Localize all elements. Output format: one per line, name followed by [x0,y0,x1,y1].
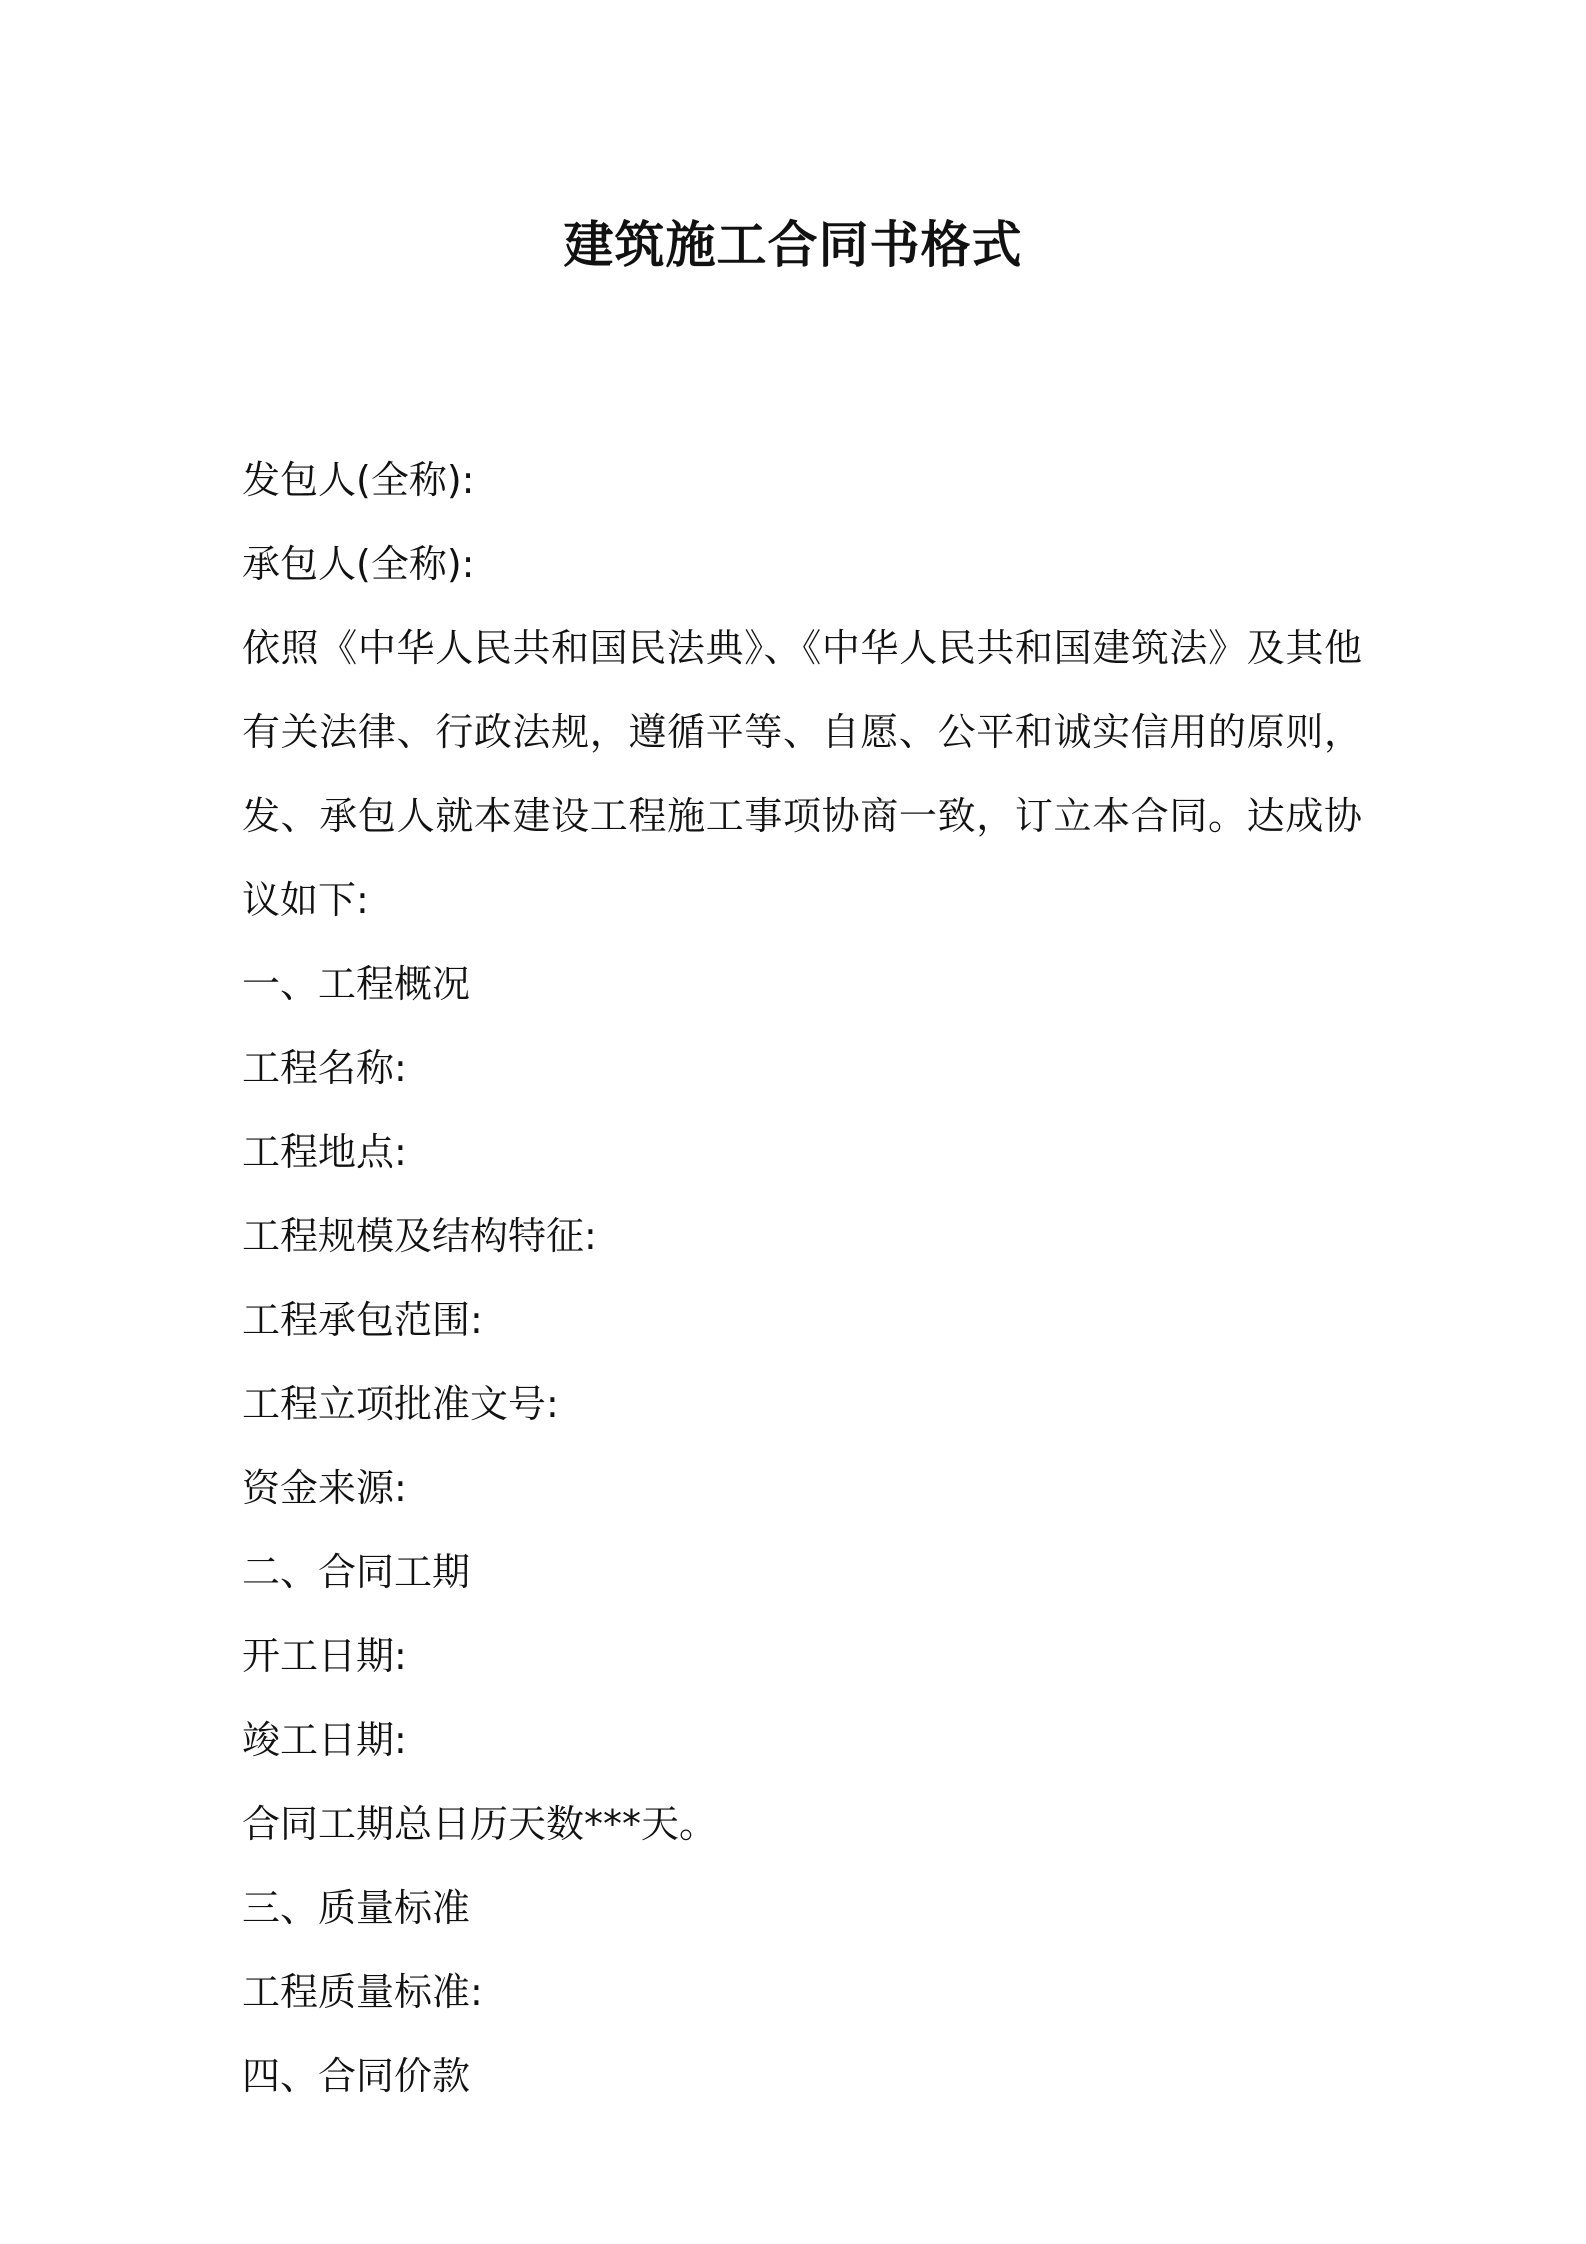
contract-scope-field: 工程承包范围: [242,1298,483,1342]
contractor-full-name-field: 承包人(全称): [242,542,475,586]
quality-standard-field: 工程质量标准: [242,1970,483,2014]
start-date-field: 开工日期: [242,1634,407,1678]
document-title: 建筑施工合同书格式 [563,216,1023,274]
project-scale-field: 工程规模及结构特征: [242,1214,597,1258]
project-name-field: 工程名称: [242,1046,407,1090]
section-heading-project-overview: 一、工程概况 [242,962,471,1006]
intro-paragraph: 依照《中华人民共和国民法典》、《中华人民共和国建筑法》及其他有关法律、行政法规，遵循平等、自愿、公平和诚实信用的原则，发、承包人就本建设工程施工事项协商一致，订立本合同。达成协议如下: [242,626,1362,922]
total-days-field: 合同工期总日历天数***天。 [242,1802,718,1846]
document-body [242,438,1362,2118]
section-heading-contract-price: 四、合同价款 [242,2054,471,2098]
section-heading-quality-standard: 三、质量标准 [242,1886,471,1930]
project-location-field: 工程地点: [242,1130,407,1174]
employer-full-name-field: 发包人(全称): [242,458,475,502]
approval-number-field: 工程立项批准文号: [242,1382,559,1426]
completion-date-field: 竣工日期: [242,1718,407,1762]
funding-source-field: 资金来源: [242,1466,407,1510]
section-heading-contract-period: 二、合同工期 [242,1550,471,1594]
